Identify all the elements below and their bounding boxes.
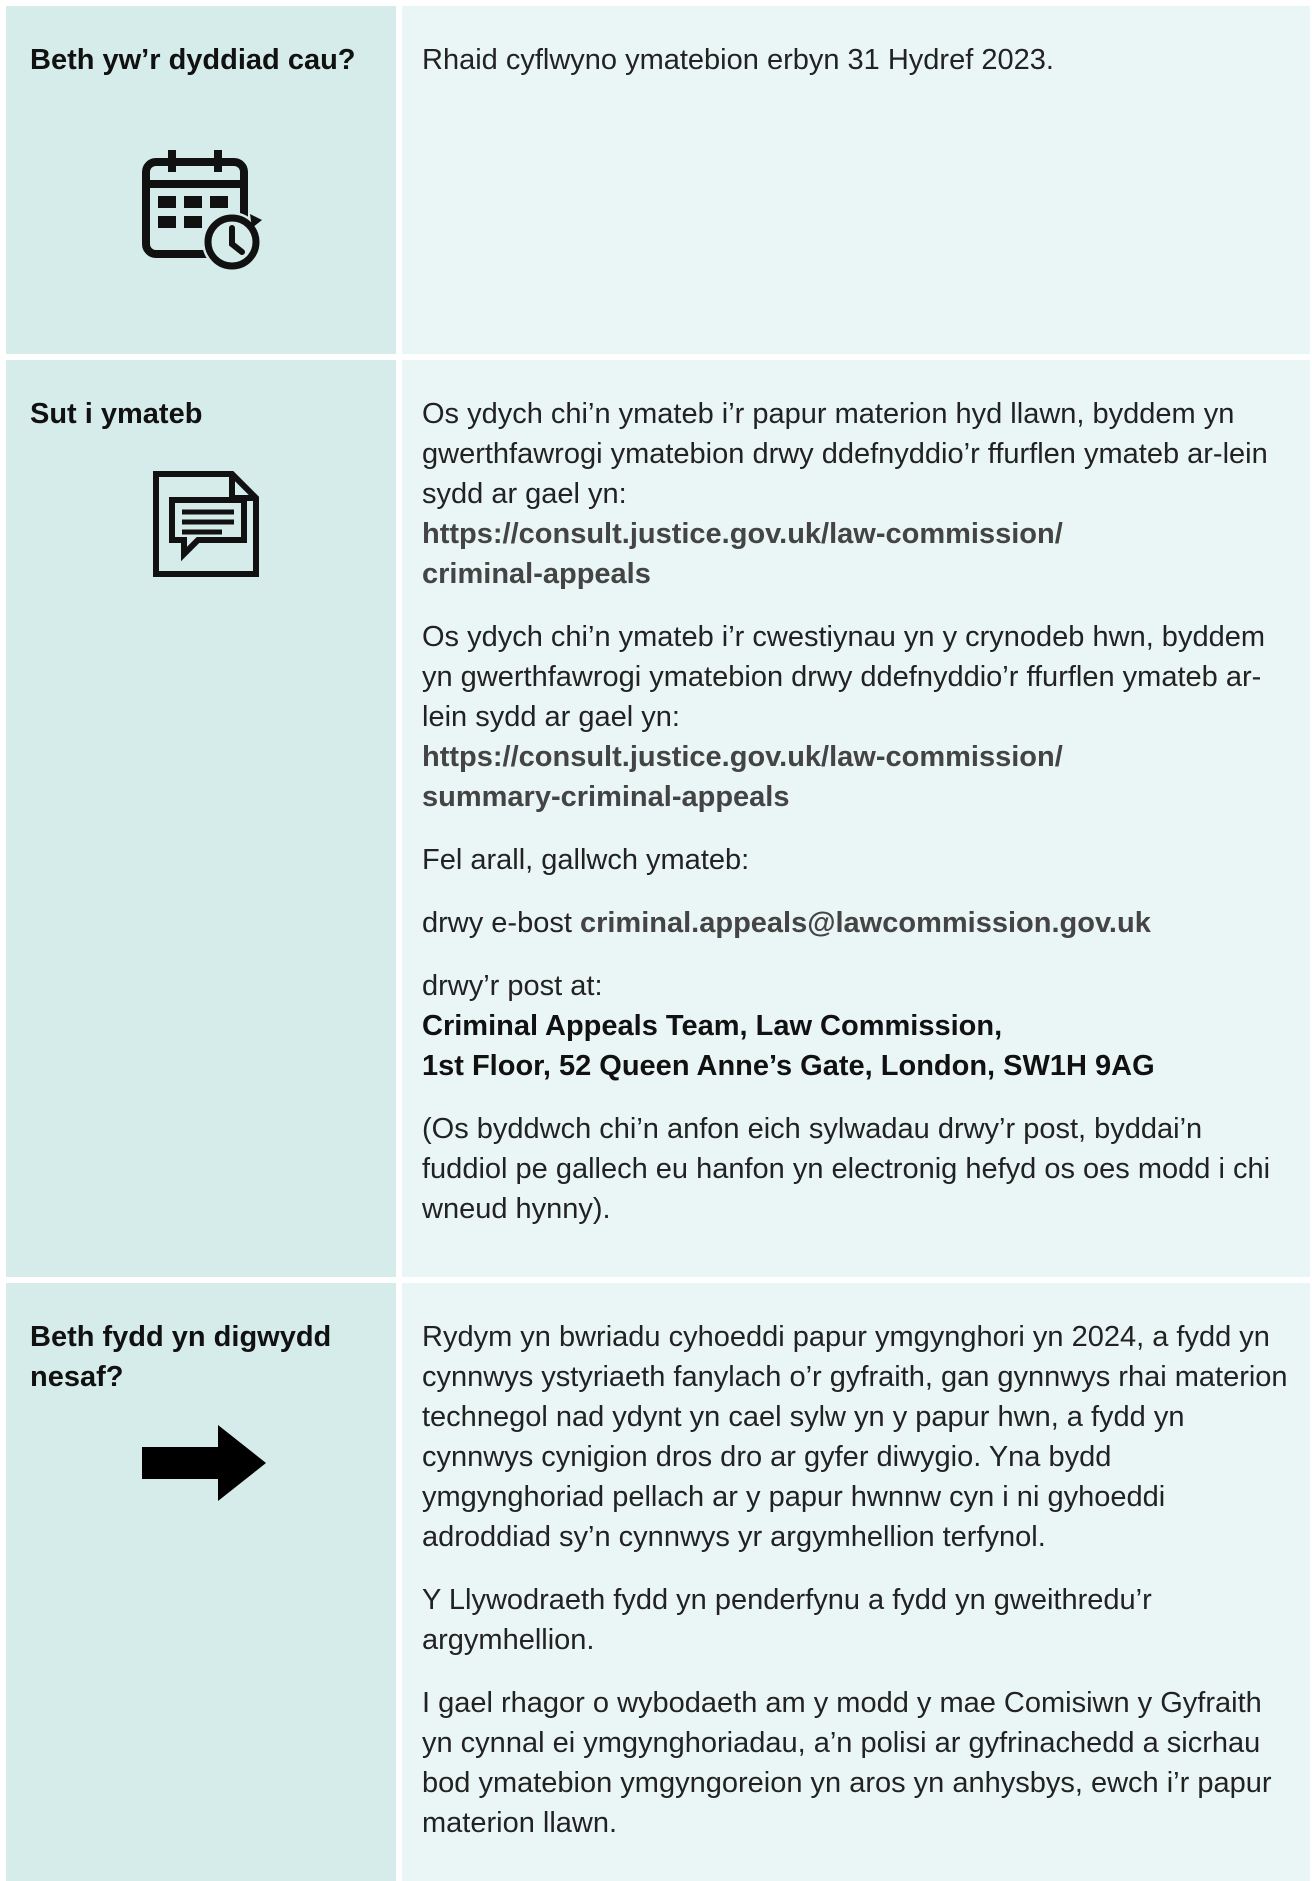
next-steps-content-cell — [402, 1283, 1310, 1881]
email-link[interactable]: criminal.appeals@lawcommission.gov.uk — [579, 907, 1151, 939]
address-line1: Criminal Appeals Team, Law Commission, — [422, 1010, 1003, 1042]
post-paragraph — [422, 966, 1292, 1086]
email-prefix: drwy e-bost — [422, 907, 572, 939]
closing-date-content-cell — [402, 6, 1310, 354]
full-paper-link-line1[interactable]: https://consult.justice.gov.uk/law-commission/ — [422, 518, 1063, 550]
how-to-respond-label-cell — [6, 360, 396, 1277]
next-steps-paragraph-3: I gael rhagor o wybodaeth am y modd y mae Comisiwn y Gyfraith yn cynnal ei ymgynghoriadau, a’n polisi ar gyfrinachedd a sicrhau bod ymatebion ymgyngoreion yn aros yn anhysbys, ewch i’r papur materion llawn. — [422, 1687, 1272, 1839]
how-to-respond-heading: Sut i ymateb — [30, 398, 203, 430]
summary-link-line1[interactable]: https://consult.justice.gov.uk/law-commission/ — [422, 741, 1063, 773]
how-to-respond-content-cell — [402, 360, 1310, 1277]
arrow-right-icon — [142, 1423, 272, 1508]
closing-date-heading: Beth yw’r dyddiad cau? — [30, 44, 356, 76]
summary-paragraph — [422, 617, 1292, 817]
next-steps-paragraph-1: Rydym yn bwriadu cyhoeddi papur ymgynghori yn 2024, a fydd yn cynnwys ystyriaeth fanylach o’r gyfraith, gan gynnwys rhai materion technegol nad ydynt yn cael sylw yn y papur hwn, a fydd yn cynnwys cynigion dros dro ar gyfer diwygio. Yna bydd ymgynghoriad pellach ar y papur hwnnw cyn i ni gyhoeddi adroddiad sy’n cynnwys yr argymhellion terfynol. — [422, 1321, 1288, 1553]
next-steps-row — [0, 1283, 1312, 1881]
calendar-clock-icon — [138, 148, 268, 283]
next-steps-paragraph-2: Y Llywodraeth fydd yn penderfynu a fydd yn gweithredu’r argymhellion. — [422, 1584, 1152, 1656]
how-to-respond-row — [0, 360, 1312, 1277]
full-paper-link-line2[interactable]: criminal-appeals — [422, 558, 651, 590]
closing-date-text: Rhaid cyflwyno ymatebion erbyn 31 Hydref 2023. — [422, 44, 1054, 76]
document-comment-icon — [146, 470, 266, 595]
closing-date-label-cell — [6, 6, 396, 354]
post-intro: drwy’r post at: — [422, 970, 603, 1002]
full-paper-text: Os ydych chi’n ymateb i’r papur materion hyd llawn, byddem yn gwerthfawrogi ymatebion drwy ddefnyddio’r ffurflen ymateb ar-lein sydd ar gael yn: — [422, 398, 1268, 510]
address-line2: 1st Floor, 52 Queen Anne’s Gate, London, SW1H 9AG — [422, 1050, 1155, 1082]
next-steps-heading: Beth fydd yn digwydd nesaf? — [30, 1321, 332, 1393]
alternative-intro: Fel arall, gallwch ymateb: — [422, 844, 750, 876]
next-steps-label-cell — [6, 1283, 396, 1881]
email-paragraph — [422, 903, 1292, 943]
closing-date-row — [0, 0, 1312, 354]
post-note: (Os byddwch chi’n anfon eich sylwadau drwy’r post, byddai’n fuddiol pe gallech eu hanfon yn electronig hefyd os oes modd i chi wneud hynny). — [422, 1113, 1271, 1225]
summary-link-line2[interactable]: summary-criminal-appeals — [422, 781, 790, 813]
summary-text: Os ydych chi’n ymateb i’r cwestiynau yn y crynodeb hwn, byddem yn gwerthfawrogi ymatebion drwy ddefnyddio’r ffurflen ymateb ar-lein sydd ar gael yn: — [422, 621, 1265, 733]
full-paper-paragraph — [422, 394, 1292, 594]
